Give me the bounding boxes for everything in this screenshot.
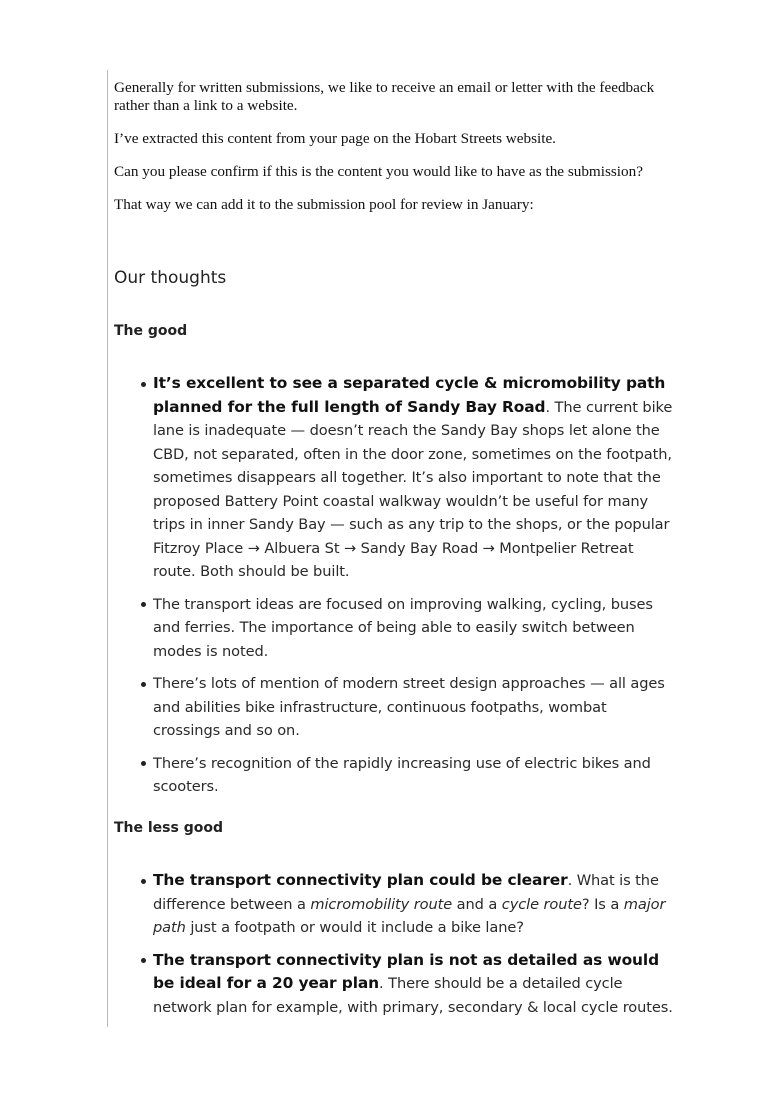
list-item [153, 752, 674, 799]
list-item-term: major path [153, 895, 666, 936]
list-item-bold: The transport connectivity plan could be clearer [153, 871, 568, 889]
list-item-text: and a [452, 895, 502, 913]
list-item-text: just a footpath or would it include a bike lane? [185, 919, 524, 936]
list-item-text: . The current bike lane is inadequate — doesn’t reach the Sandy Bay shops let alone the CBD, not separated, often in the door zone, sometimes on the footpath, sometimes disappears all together. It’s also important to note that the proposed Battery Point coastal walkway wouldn’t be useful for many trips in inner Sandy Bay — such as any trip to the shops, or the popular Fitzroy Place → Albuera St → Sandy Bay Road → Montpelier Retreat route. Both should be built. [153, 398, 673, 580]
list-item [153, 949, 674, 1020]
list-item-text: . There should be a detailed cycle network plan for example, with primary, secondary & local cycle routes. [153, 975, 673, 1016]
list-item [153, 372, 674, 584]
list-item-bold: The transport connectivity plan is not as detailed as would be ideal for a 20 year plan [153, 950, 660, 992]
email-paragraph: That way we can add it to the submission pool for review in January: [114, 196, 534, 213]
email-paragraph: Generally for written submissions, we like to receive an email or letter with the feedback rather than a link to a website. [114, 79, 655, 114]
list-item [153, 672, 674, 743]
email-intro [114, 79, 674, 214]
list-item-text: . What is the difference between a [153, 872, 659, 913]
list-item-text: The transport ideas are focused on improving walking, cycling, buses and ferries. The importance of being able to easily switch between modes is noted. [153, 595, 653, 660]
subheading-the-less-good: The less good [114, 820, 223, 836]
list-item-text: There’s recognition of the rapidly increasing use of electric bikes and scooters. [153, 754, 651, 795]
list-item-text: ? Is a [581, 895, 624, 913]
email-paragraph: I’ve extracted this content from your page on the Hobart Streets website. [114, 130, 556, 147]
section-heading-our-thoughts: Our thoughts [114, 268, 227, 288]
list-item [153, 869, 674, 940]
less-good-points-list [114, 869, 674, 1028]
email-paragraph: Can you please confirm if this is the content you would like to have as the submission? [114, 163, 643, 180]
list-item-bold: It’s excellent to see a separated cycle & micromobility path planned for the full length of Sandy Bay Road [153, 374, 666, 416]
list-item-term: cycle route [501, 895, 582, 913]
list-item-term: micromobility route [310, 895, 453, 913]
list-item [153, 593, 674, 664]
list-item-text: There’s lots of mention of modern street design approaches — all ages and abilities bike infrastructure, continuous footpaths, wombat crossings and so on. [153, 675, 665, 739]
good-points-list [114, 372, 674, 808]
page-margin-rule [107, 70, 108, 1027]
subheading-the-good: The good [114, 323, 188, 339]
